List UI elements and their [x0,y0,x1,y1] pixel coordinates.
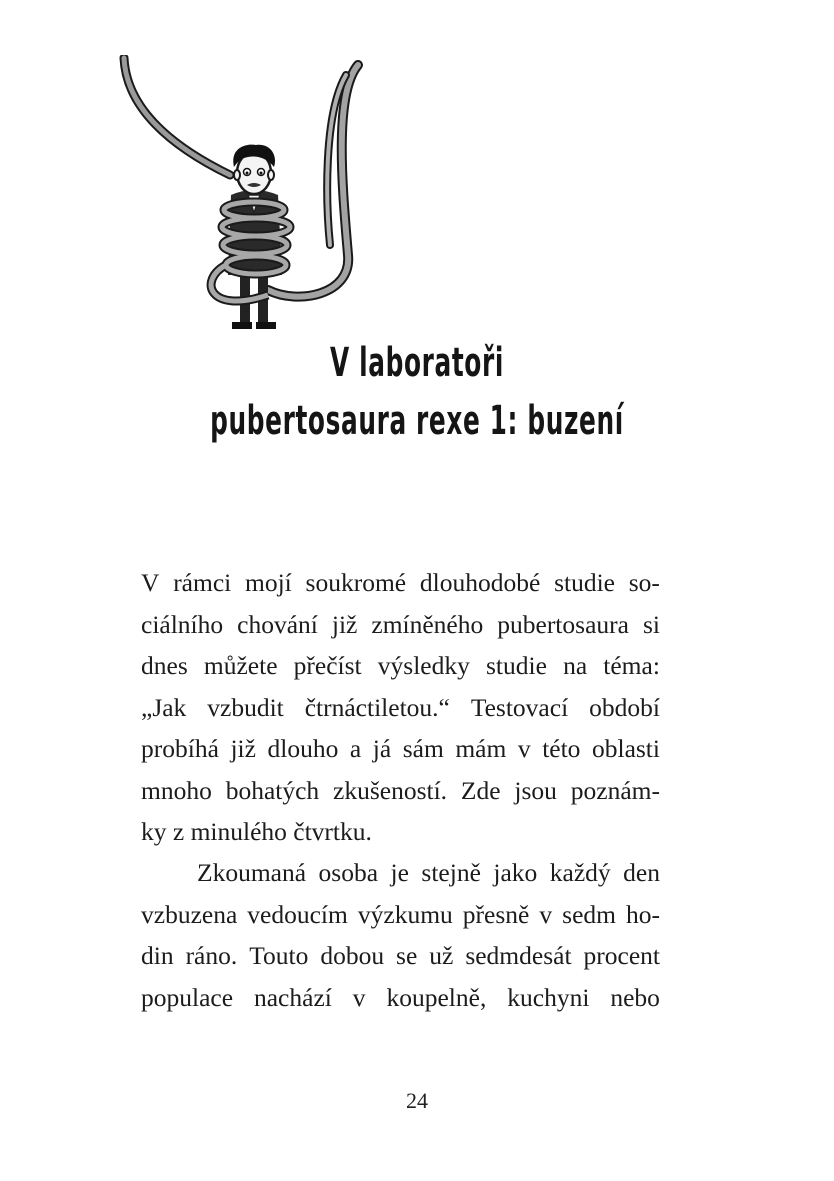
paragraph-1 [141,562,660,853]
word: jsou [514,775,557,805]
word: ky [141,817,167,846]
word: už [429,941,454,970]
word: a [349,734,362,763]
word: každý [549,858,611,887]
word: sedm [562,899,616,929]
word: Testovací [470,692,569,722]
word: již [331,609,358,639]
word: vzbuzena [141,899,238,929]
chapter-title-line-1: V laboratoři [330,340,504,386]
word: na [563,651,588,680]
word: soukromé [305,568,407,597]
word: v [352,982,366,1012]
word: zmíněného [371,609,484,639]
text-line [141,935,660,977]
word: din [141,941,174,970]
word: pubertosaura [497,609,629,639]
word: období [589,692,660,722]
word: vzbudit [207,692,284,722]
word: nebo [610,982,660,1012]
word: „Jak [141,692,187,722]
boy-tangled-in-ribbon-icon [118,55,368,340]
word: den [623,858,660,887]
word: se [396,941,418,970]
word: téma: [603,651,660,680]
text-line [141,770,660,812]
word: Touto [249,941,309,970]
word: so- [628,568,660,597]
word: stejně [421,858,481,887]
word: můžete [203,651,278,680]
word: dlouho [267,734,339,763]
word: ráno. [185,941,238,970]
word: ciálního [141,609,224,639]
word: minulého [190,817,287,846]
word: osoba [318,858,379,887]
word: sám [402,734,444,763]
text-line [141,562,660,604]
word: z [172,817,185,846]
text-line [141,977,660,1019]
text-line [141,852,660,894]
word: studie [554,568,615,597]
word: dlouhodobé [419,568,541,597]
word: rámci [173,568,232,597]
word: nachází [253,982,332,1012]
text-line [141,645,660,687]
word: v [517,734,531,763]
word: výsledky [377,651,470,680]
word: čtvrtku. [293,817,372,846]
word: dobou [320,941,385,970]
word: si [642,609,660,639]
word: je [390,858,409,887]
text-line [141,728,660,770]
word: mám [455,734,507,763]
word: studie [486,651,547,680]
text-line [141,687,660,729]
word: koupelně, [386,982,487,1012]
word: Zde [460,775,501,805]
word: této [542,734,581,763]
word: jako [493,858,538,887]
word: oblasti [591,734,660,763]
word: poznám- [570,775,660,805]
page-number: 24 [406,1088,428,1113]
word: já [372,734,392,763]
word: ho- [625,899,660,929]
word: chování [237,609,318,639]
word: mojí [245,568,292,597]
paragraph-2 [141,852,660,1018]
word: mnoho [141,775,212,805]
word: probíhá [141,734,219,763]
text-line [141,604,660,646]
word: dnes [141,651,188,680]
word: bohatých [225,775,320,805]
word: V [141,568,160,597]
word: přečíst [293,651,362,680]
text-line [141,894,660,936]
word: procent [583,941,660,970]
word: již [230,734,256,763]
word: v [539,899,553,929]
text-line [141,811,660,853]
word: Zkoumaná [197,858,307,887]
chapter-title-line-2: pubertosaura rexe 1: buzení [210,398,624,444]
word: populace [141,982,234,1012]
word: zkušeností. [333,775,448,805]
word: vedoucím [247,899,348,929]
word: přesně [462,899,530,929]
word: kuchyni [507,982,590,1012]
word: výzkumu [357,899,453,929]
word: sedmdesát [465,941,572,970]
word: čtrnáctiletou.“ [304,692,450,722]
